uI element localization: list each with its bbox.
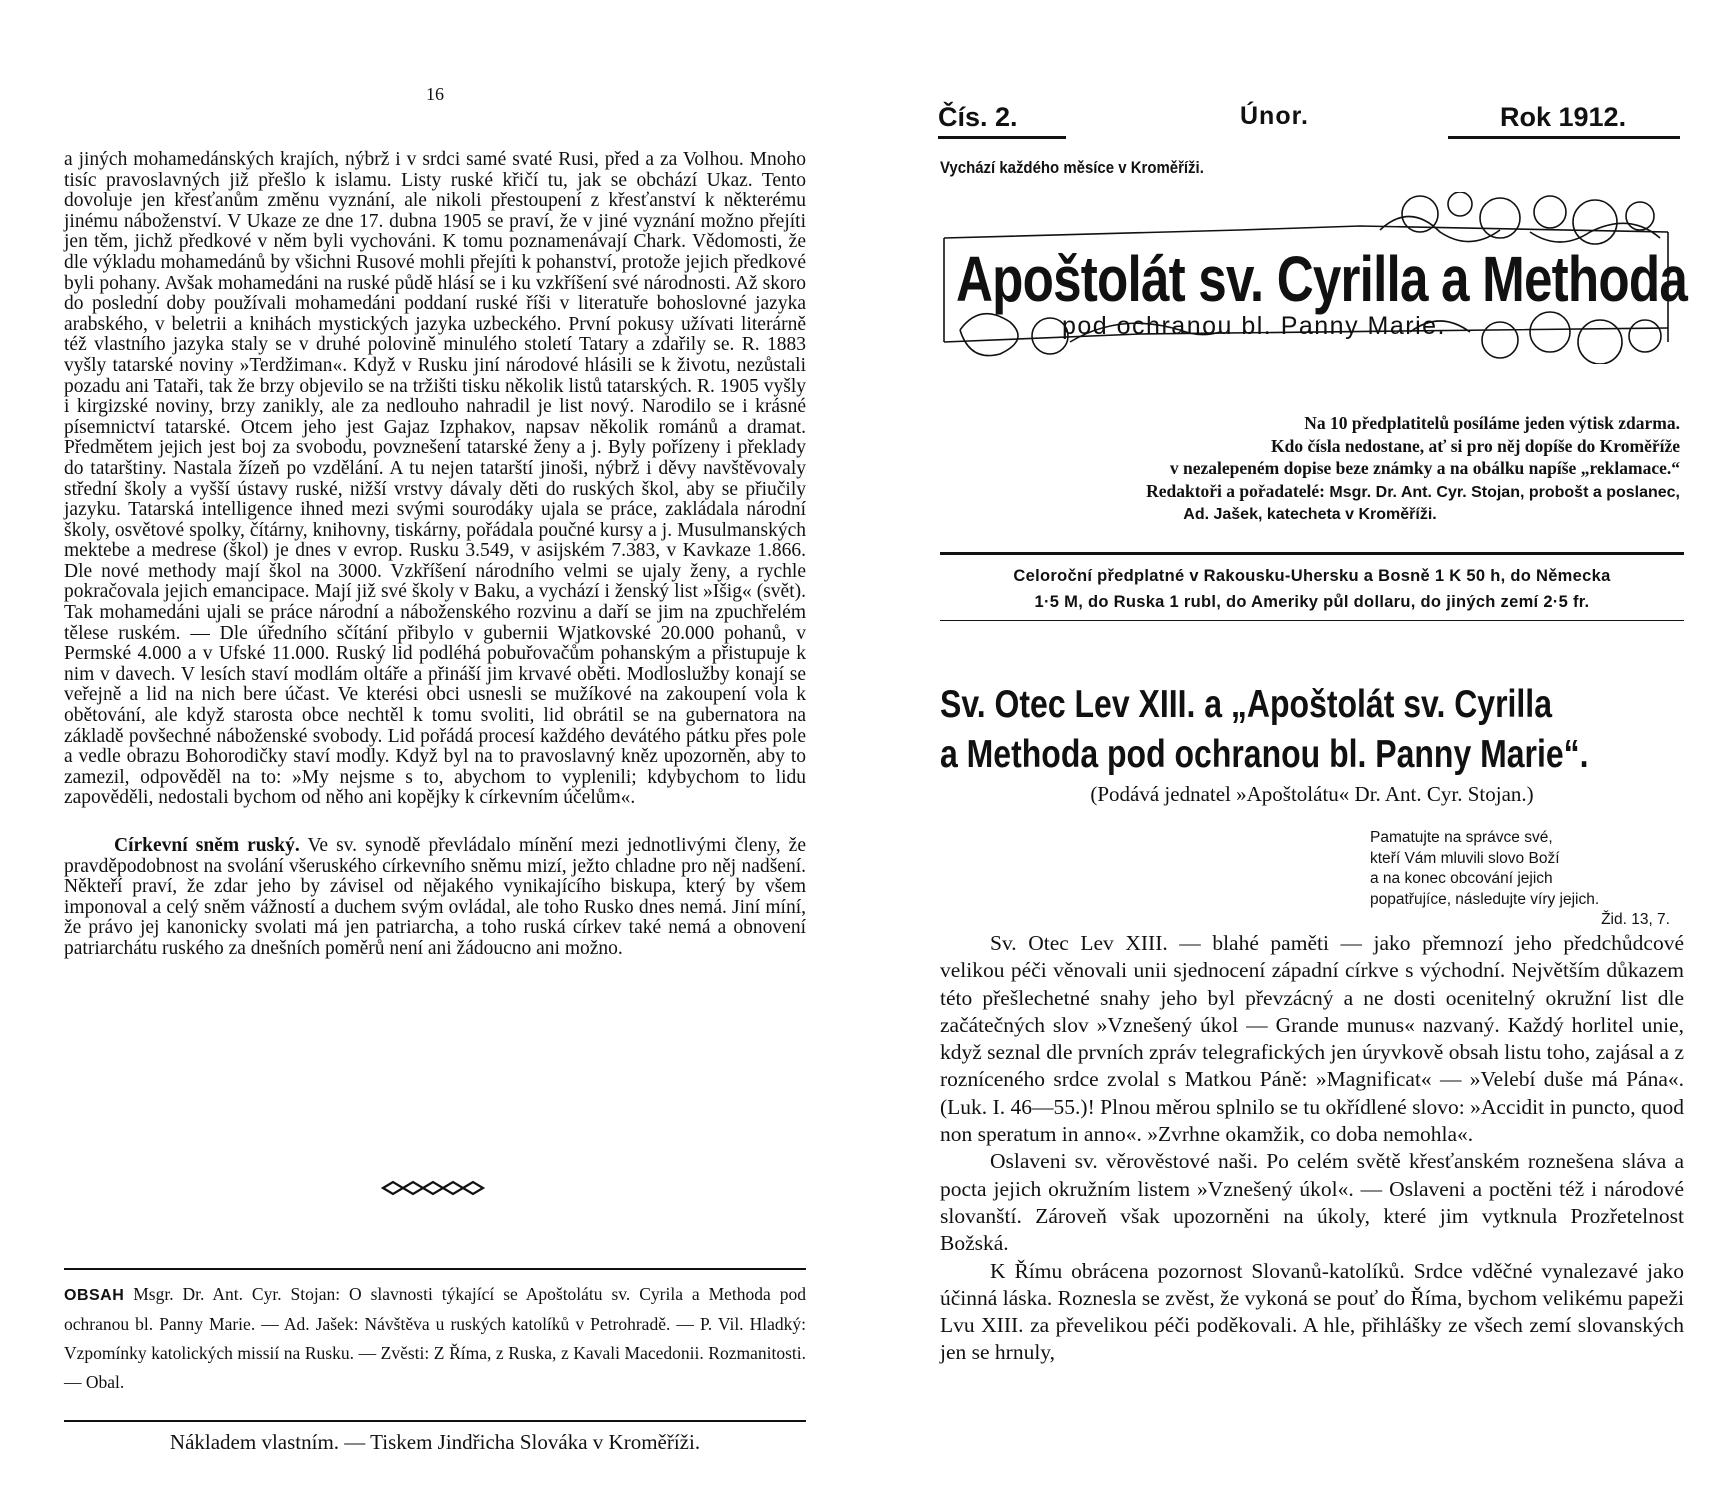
contents-top-rule [64, 1268, 806, 1270]
contents-text: Msgr. Dr. Ant. Cyr. Stojan: O slavnosti týkající se Apoštolátu sv. Cyrila a Methoda pod ochranou bl. Panny Marie. — Ad. Jašek: Návštěva u ruských katolíků v Petrohradě. — P. Vil. Hladký: Vzpomínky katolických missií na Rusku. — Zvěsti: Z Říma, z Ruska, z Kavali Macedonii. Rozmanitosti. — Obal. [64, 1284, 806, 1392]
epigraph-line: kteří Vám mluvili slovo Boží [1370, 849, 1560, 867]
table-of-contents [64, 1280, 806, 1397]
subscription-line: 1·5 M, do Ruska 1 rubl, do Ameriky půl dollaru, do jiných zemí 2·5 fr. [1034, 593, 1590, 611]
notice-line: Kdo čísla nedostane, ať si pro něj dopíše do Kroměříže [1270, 435, 1680, 456]
church-synod-paragraph [64, 836, 806, 960]
epigraph-reference: Žid. 13, 7. [1601, 911, 1670, 928]
epigraph-line: a na konec obcování jejich [1370, 870, 1553, 887]
church-synod-heading: Církevní sněm ruský. [114, 835, 300, 856]
issue-rule-left [938, 136, 1066, 139]
article-title [940, 680, 1700, 780]
diamond-ornament-icon [380, 1180, 490, 1196]
article-byline: (Podává jednatel »Apoštolátu« Dr. Ant. Cyr. Stojan.) [1090, 782, 1534, 806]
editors-line [940, 480, 1680, 505]
article-paragraph: K Římu obrácena pozornost Slovanů-katolíků. Srdce vděčné vynalezavé jako účinná láska. Roznesla se zvěst, že vykoná se pouť do Říma, bychom velikému papeži Lvu XIII. za převelikou péči poděkovali. A hle, přihlášky ze všech zemí slovanských jen se hrnuly, [940, 1258, 1684, 1365]
subscription-bottom-rule [940, 620, 1684, 621]
subscription-top-rule [940, 552, 1684, 555]
left-column [64, 150, 806, 960]
subscription-line: Celoroční předplatné v Rakousku-Uhersku a Bosně 1 K 50 h, do Německa [1013, 567, 1611, 585]
printer-imprint: Nákladem vlastním. — Tiskem Jindřicha Slováka v Kroměříži. [169, 1430, 701, 1454]
notice-line: Na 10 předplatitelů posíláme jeden výtisk zdarma. [1304, 413, 1680, 433]
editors-label: Redaktoři a pořadatelé: [1146, 480, 1325, 501]
article-paragraph: Sv. Otec Lev XIII. — blahé paměti — jako přemnozí jeho předchůdcové velikou péči věnovali unii sjednocení západní církve s východní. Největším důkazem této přešlechetné snahy jeho byl převzácný a ne dosti ocenitelný okružní list dle začátečných slov »Vznešený úkol — Grande munus« nazvaný. Každý horlitel unie, když seznal dle prvních zpráv telegrafických jen úryvkově obsah listu toho, zajásal a z rozníceného srdce zvolal s Matkou Páně: »Magnificat« — »Velebí duše má Pána«. (Luk. I. 46—55.)! Plnou měrou splnilo se tu okřídlené slovo: »Accidit in puncto, quod non speratum in anno«. »Zvrhne okamžik, co doba nemohla«. [940, 931, 1684, 1147]
masthead-subtitle: pod ochranou bl. Panny Marie. [1062, 312, 1446, 340]
body-paragraph: a jiných mohamedánských krajích, nýbrž i v srdci samé svaté Rusi, před a za Volhou. Mnoho tisíc pravoslavných již přešlo k islamu. Listy ruské křičí tu, jak se obchází Ukaz. Tento dovoluje jen křesťanům změnu vyznání, ale nikoli přestoupení z křesťanství k některému jinému náboženství. V Ukaze ze dne 17. dubna 1905 se praví, že v jiné vyznání možno přejíti jen těm, jichž předkové v něm byli vychováni. K tomu poznamenávají Chark. Vědomosti, že dle výkladu mohamedánů by všichni Rusové mohli přejíti k pohanství, protože jejich předkové byli pohany. Avšak mohamedáni na ruské půdě hlásí se i ku vzkříšení své národnosti. Až skoro do poslední doby používali mohamedáni poddaní ruské říši v literatuře bohoslovné jazyka arabského, v beletrii a knihách mystických jazyka uzbeckého. První pokusy užívati literárně též vlastního jazyka staly se v druhé polovině minulého století Tatary a zdařily se. R. 1883 vyšly tatarské noviny »Terdžiman«. Když v Rusku jiní národové hlásili se k životu, nezůstali pozadu ani Tataři, tak že brzy objevilo se na tržišti tisku několik listů tatarských. R. 1905 vyšly i kirgizské noviny, brzy zanikly, ale za nedlouho nahradil je list nový. Narodilo se i krásné písemnictví tatarské. Otcem jeho jest Gajaz Izphakov, napsav několik románů a dramat. Předmětem jejich jest boj za svobodu, povznešení tatarské ženy a j. Byly pořízeny i překlady do tatarštiny. Nastala žízeň po vzdělání. A tu nejen tatarští jinoši, nýbrž i děvy navštěvovaly střední školy a vyšší ústavy ruské, nižší vrstvy dávaly děti do ruských škol, aby se přiučily jazyku. Tatarská intelligence ihned mezi svými sourodáky ujala se práce, zakládala národní školy, osvětové spolky, čítárny, knihovny, tiskárny, pořádala poučné kursy a j. Musulmanských mektebe a medrese (škol) je dnes v evrop. Rusku 3.549, v asijském 7.383, v Kavkaze 1.866. Dle nové methody mají škol na 3000. Vzkříšení národního velmi se ujaly ženy, a rychle pokračovala jejich emancipace. Mají již své školy v Baku, a vychází i ženský list »Išig« (svět). Tak mohamedáni ujali se práce národní a náboženského rozvinu a daří se jim na zpuchřelém tělese ruském. — Dle úředního sčítání přibylo v gubernii Wjatkovské 20.000 pohanů, v Permské 4.000 a v Ufské 11.000. Ruský lid podléhá pobuřovačům pohanským a přistupuje k nim v davech. V lesích staví modlám oltáře a přináší jim krvavé oběti. Modloslužby konají se veřejně a lid na nich bere účast. Ve kterési obci usnesli se mužíkové na zakoupení vola k obětování, ale když starosta obce nechtěl k tomu svoliti, lid obrátil se na gubernatora na základě povšechné náboženské svobody. Lid pořádá procesí každého devátého pátku přes pole a vedle obrazu Bohorodičky staví modly. Když byl na to pravoslavný kněz upozorněn, aby to zamezil, odpověděl na to: »My nejsme s to, abychom to vyplenili; kdybychom to lidu zapověděli, nedostali bychom od něho ani kopějky k církevním účelům«. [64, 149, 806, 809]
church-synod-text: Ve sv. synodě převládalo mínění mezi jednotlivými členy, že pravděpodobnost na svolání všeruského církevního sněmu mizí, ježto chladne pro něj nadšení. Někteří praví, že zdar jeho by závisel od nějakého vynikajícího biskupa, který by všem imponoval a celý sněm vážností a duchem svým ovládal, ale toho Rusko dnes nemá. Jiní míní, že právo jej kanonicky svolati má jen patriarcha, a toho ruská církev také nemá a obnovení patriarchátu ruského za dnešních poměrů není ani žádoucno ani možno. [64, 835, 806, 959]
notice-line: Ad. Jašek, katecheta v Kroměříži. [1183, 506, 1437, 523]
right-page [900, 0, 1726, 1500]
issue-rule-right [1448, 136, 1680, 139]
subscription-prices [940, 563, 1684, 615]
subscriber-notice [940, 412, 1680, 527]
article-body [940, 930, 1684, 1367]
issue-number: Čís. 2. [938, 102, 1018, 132]
epigraph-line: Pamatujte na správce své, [1370, 829, 1553, 846]
monthly-note: Vychází každého měsíce v Kroměříži. [940, 158, 1204, 177]
epigraph [1370, 828, 1670, 931]
article-title-line: Sv. Otec Lev XIII. a „Apoštolát sv. Cyrilla [940, 683, 1552, 726]
editors-names: Msgr. Dr. Ant. Cyr. Stojan, probošt a poslanec, [1324, 483, 1680, 501]
contents-title: OBSAH [64, 1287, 125, 1304]
page-number: 16 [426, 84, 444, 104]
epigraph-line: popatřujíce, následujte víry jejich. [1370, 890, 1600, 908]
article-paragraph: Oslaveni sv. věrověstové naši. Po celém světě křesťanském roznešena sláva a pocta jejich okružním listem »Vznešený úkol«. — Oslaveni a poctěni též i národové slovanští. Zároveň však upozorněni na úkoly, které jim vytknula Prozřetelnost Božská. [940, 1149, 1684, 1256]
article-title-line: a Methoda pod ochranou bl. Panny Marie“. [940, 733, 1589, 776]
notice-line: v nezalepeném dopise beze známky a na obálku napíše „reklamace.“ [1169, 458, 1680, 478]
contents-bottom-rule [64, 1420, 806, 1422]
issue-month: Únor. [1240, 102, 1309, 130]
issue-year: Rok 1912. [1500, 102, 1627, 132]
masthead-title: Apoštolát sv. Cyrilla a Methoda [956, 243, 1688, 315]
